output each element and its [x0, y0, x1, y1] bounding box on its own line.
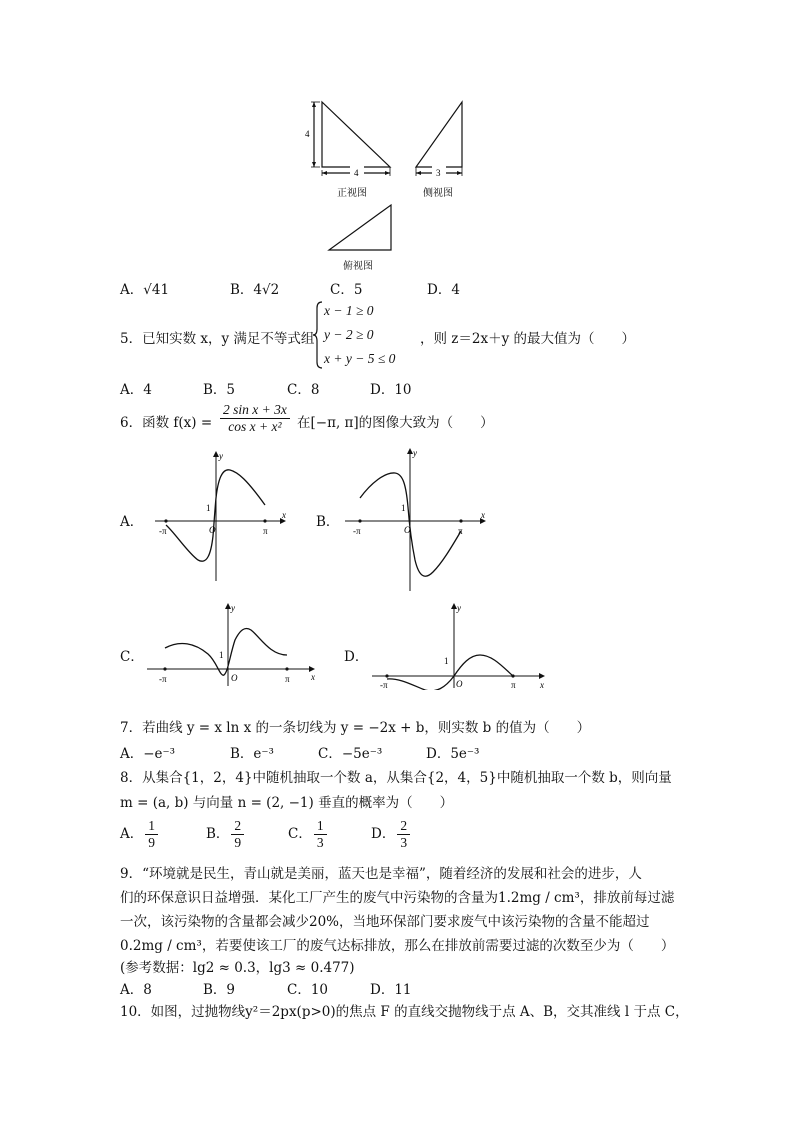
front-view-triangle [322, 102, 390, 167]
q9-option-a: A．8 [120, 982, 152, 998]
svg-text:1: 1 [219, 650, 224, 660]
svg-text:O: O [404, 525, 411, 535]
q6-prefix: 6．函数 f(x) = [120, 415, 213, 431]
q9-line-4: 0.2mg / cm³，若要使该工厂的废气达标排放，那么在排放前需要过滤的次数至少为（ ） [120, 938, 675, 954]
q6-numerator: 2 sin x + 3x [220, 402, 290, 419]
q10-text: 10．如图，过抛物线y²＝2px(p>0)的焦点 F 的直线交抛物线于点 A、B，交其准线 l 于点 C， [120, 1004, 689, 1020]
svg-text:-π: -π [159, 526, 167, 536]
q7-text: 7．若曲线 y = x ln x 的一条切线为 y = −2x + b，则实数 b 的值为（ ） [120, 720, 591, 736]
q4-option-c: C．5 [330, 282, 363, 298]
q9-line-1: 9．“环境就是民生，青山就是美丽，蓝天也是幸福”，随着经济的发展和社会的进步，人 [120, 866, 642, 882]
svg-text:-π: -π [380, 680, 388, 690]
graph-b [343, 445, 493, 595]
svg-text:y: y [231, 603, 235, 613]
q9-option-d: D．11 [370, 982, 412, 998]
q8-option-d: D． $\frac{2}{3}$ [371, 818, 412, 851]
q8-option-b: B． $\frac{2}{9}$ [206, 818, 246, 851]
q8-line-2: m = (a, b) 与向量 n = (2, −1) 垂直的概率为（ ） [120, 795, 454, 811]
svg-text:y: y [413, 448, 417, 458]
system-brace [312, 300, 324, 370]
side-view-label: 侧视图 [423, 188, 453, 199]
q6-option-b-label: B． [316, 514, 340, 530]
svg-text:π: π [285, 674, 290, 684]
q7-option-c: C．−5e⁻³ [318, 746, 383, 762]
three-view-figure [300, 95, 480, 270]
graph-c [145, 600, 325, 688]
q5-option-a: A．4 [120, 382, 152, 398]
svg-text:x: x [540, 680, 544, 690]
q9-line-2: 们的环保意识日益增强．某化工厂产生的废气中污染物的含量为1.2mg / cm³，排放前每过滤 [120, 890, 675, 906]
q5-system-line-3: x + y − 5 ≤ 0 [324, 351, 396, 366]
graph-d-curve [387, 655, 513, 690]
q9-reference-data: (参考数据：lg2 ≈ 0.3，lg3 ≈ 0.477) [120, 960, 355, 976]
q5-system-line-2: y − 2 ≥ 0 [324, 327, 374, 342]
side-view-triangle [416, 102, 462, 167]
q4-option-d: D．4 [427, 282, 460, 298]
q5-option-c: C．8 [287, 382, 320, 398]
svg-text:π: π [458, 526, 463, 536]
graph-c-curve [165, 628, 287, 675]
q5-option-d: D．10 [370, 382, 412, 398]
svg-text:O: O [231, 673, 238, 683]
graph-d [370, 600, 555, 690]
q9-option-b: B．9 [203, 982, 236, 998]
svg-text:1: 1 [401, 503, 406, 513]
q5-system-line-1: x − 1 ≥ 0 [324, 303, 374, 318]
q8-line-1: 8．从集合{1，2，4}中随机抽取一个数 a，从集合{2，4，5}中随机抽取一个数 b，则向量 [120, 770, 672, 786]
svg-text:π: π [511, 680, 516, 690]
q5-text-before: 5．已知实数 x，y 满足不等式组 [120, 331, 315, 347]
q6-option-a-label: A． [120, 514, 144, 530]
q6-fraction [218, 402, 292, 435]
front-height-label: 4 [305, 129, 310, 139]
svg-text:y: y [219, 451, 223, 461]
svg-text:-π: -π [159, 674, 167, 684]
front-view-label: 正视图 [337, 188, 367, 199]
q6-denominator: cos x + x² [228, 419, 282, 434]
q8-option-a: A． $\frac{1}{9}$ [120, 818, 160, 851]
top-view-triangle [329, 205, 391, 250]
q5-option-b: B．5 [203, 382, 236, 398]
svg-text:O: O [456, 679, 463, 689]
side-width-label: 3 [436, 168, 441, 178]
q5-text-after: ，则 z＝2x＋y 的最大值为（ ） [420, 331, 636, 347]
svg-text:-π: -π [353, 526, 361, 536]
q9-option-c: C．10 [287, 982, 329, 998]
q4-option-a: A．√41 [120, 282, 170, 298]
q7-option-d: D．5e⁻³ [426, 746, 480, 762]
svg-text:π: π [263, 526, 268, 536]
q7-option-b: B．e⁻³ [230, 746, 274, 762]
svg-text:x: x [282, 510, 286, 520]
q6-suffix: 在[−π, π]的图像大致为（ ） [297, 415, 494, 431]
q8-option-c: C． $\frac{1}{3}$ [288, 818, 329, 851]
q7-option-a: A．−e⁻³ [120, 746, 176, 762]
front-width-label: 4 [354, 168, 359, 178]
top-view-label: 俯视图 [343, 261, 373, 272]
svg-text:1: 1 [206, 503, 211, 513]
svg-text:O: O [209, 525, 216, 535]
svg-text:y: y [457, 603, 461, 613]
q9-line-3: 一次，该污染物的含量都会减少20%，当地环保部门要求废气中该污染物的含量不能超过 [120, 914, 650, 930]
svg-text:x: x [481, 510, 485, 520]
graph-a [150, 448, 290, 584]
q6-option-d-label: D． [344, 649, 369, 665]
q4-option-b: B．4√2 [230, 282, 280, 298]
svg-text:1: 1 [444, 656, 449, 666]
q6-option-c-label: C． [120, 649, 144, 665]
svg-text:x: x [311, 672, 315, 682]
